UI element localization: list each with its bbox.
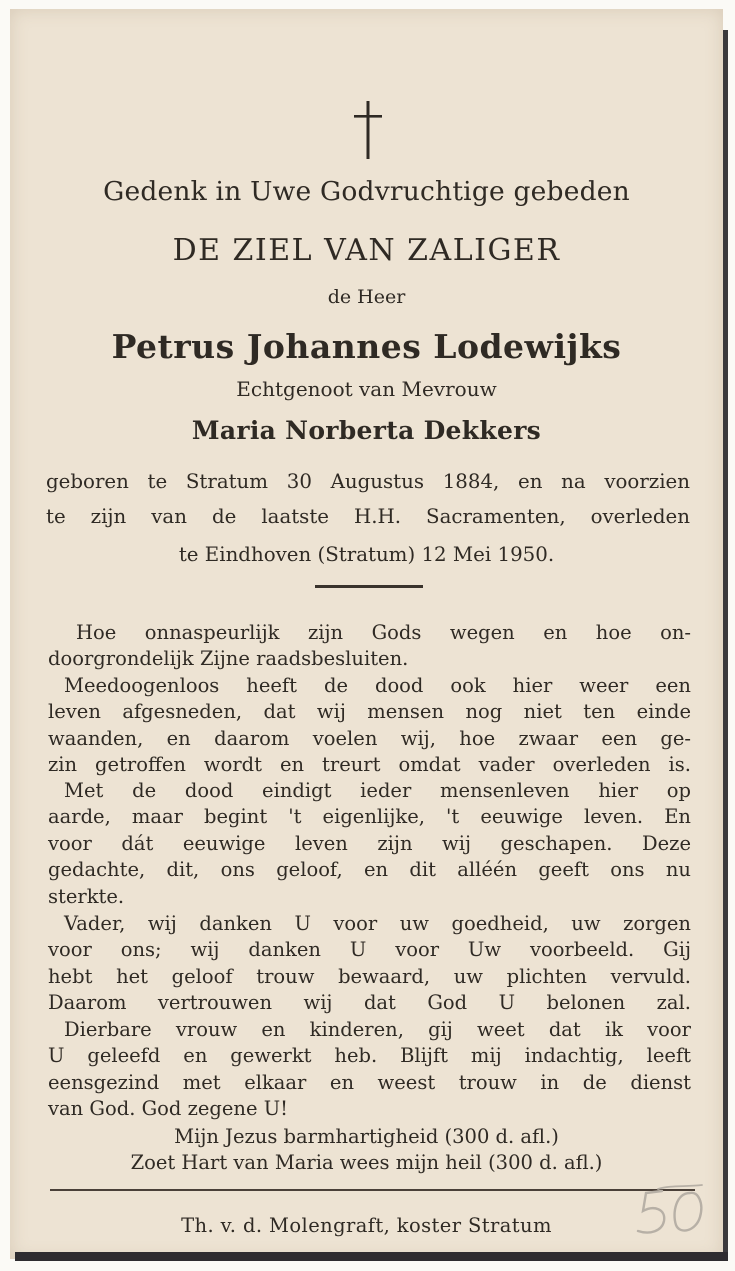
indulgence-prayer: Mijn Jezus barmhartigheid (300 d. afl.) <box>174 1125 559 1148</box>
handwritten-number <box>632 1179 712 1243</box>
paragraph-line: Daarom vertrouwen wij dat God U belonen zal. <box>48 991 691 1015</box>
paragraph-line: Meedoogenloos heeft de dood ook hier weer een <box>64 674 691 697</box>
spouse-name: Maria Norberta Dekkers <box>191 416 542 445</box>
paragraph-line: eensgezind met elkaar en weest trouw in de dienst <box>48 1070 691 1094</box>
paragraph-line: Vader, wij danken U voor uw goedheid, uw zorgen <box>64 912 691 935</box>
indulgence-prayer: Zoet Hart van Maria wees mijn heil (300 d. afl.) <box>130 1151 603 1174</box>
paragraph-line: doorgrondelijk Zijne raadsbesluiten. <box>48 647 409 671</box>
paragraph <box>48 620 691 673</box>
divider <box>315 585 423 588</box>
paragraph-line: van God. God zegene U! <box>48 1097 288 1121</box>
paragraph <box>48 778 691 910</box>
spouse-intro: Echtgenoot van Mevrouw <box>236 377 497 401</box>
printer-credit: Th. v. d. Molengraft, koster Stratum <box>181 1214 552 1237</box>
paragraph-line: Met de dood eindigt ieder mensenleven hier op <box>64 779 691 802</box>
opening-line: Gedenk in Uwe Godvruchtige gebeden <box>103 176 630 207</box>
paragraph-line: Dierbare vrouw en kinderen, gij weet dat ik voor <box>64 1018 691 1041</box>
card-edge-shadow <box>15 1252 728 1261</box>
paragraph-line: aarde, maar begint 't eigenlijke, 't eeuwige leven. En <box>48 805 691 829</box>
footer-divider <box>50 1189 695 1191</box>
paragraph-line: zin getroffen wordt en treurt omdat vader overleden is. <box>48 753 691 777</box>
paragraph-line: sterkte. <box>48 884 125 908</box>
paragraph-line: U geleefd en gewerkt heb. Blijft mij indachtig, leeft <box>48 1044 691 1068</box>
birth-line: te Eindhoven (Stratum) 12 Mei 1950. <box>178 543 555 566</box>
deceased-name: Petrus Johannes Lodewijks <box>111 327 622 366</box>
memorial-card <box>10 9 723 1259</box>
paragraph-line: leven afgesneden, dat wij mensen nog niet ten einde <box>48 700 691 724</box>
paragraph <box>48 1017 691 1123</box>
birth-death-details <box>46 464 690 534</box>
paragraph-line: hebt het geloof trouw bewaard, uw plichten vervuld. <box>48 964 691 988</box>
soul-heading: DE ZIEL VAN ZALIGER <box>172 233 561 268</box>
paragraph <box>48 673 691 779</box>
paragraph-line: voor dát eeuwige leven zijn wij geschapen. Deze <box>48 831 691 855</box>
card-edge-shadow <box>723 30 728 1252</box>
paragraph-line: gedachte, dit, ons geloof, en dit alléén geeft ons nu <box>48 858 691 882</box>
paragraph-line: voor ons; wij danken U voor Uw voorbeeld. Gij <box>48 938 691 962</box>
birth-line: geboren te Stratum 30 Augustus 1884, en na voorzien <box>46 470 690 493</box>
paragraph <box>48 911 691 1017</box>
cross-icon <box>350 99 386 161</box>
title-line: de Heer <box>327 286 406 308</box>
paragraph-line: waanden, en daarom voelen wij, hoe zwaar een ge- <box>48 726 691 750</box>
paragraph-line: Hoe onnaspeurlijk zijn Gods wegen en hoe on- <box>76 621 691 644</box>
birth-line: te zijn van de laatste H.H. Sacramenten, overleden <box>46 505 690 528</box>
